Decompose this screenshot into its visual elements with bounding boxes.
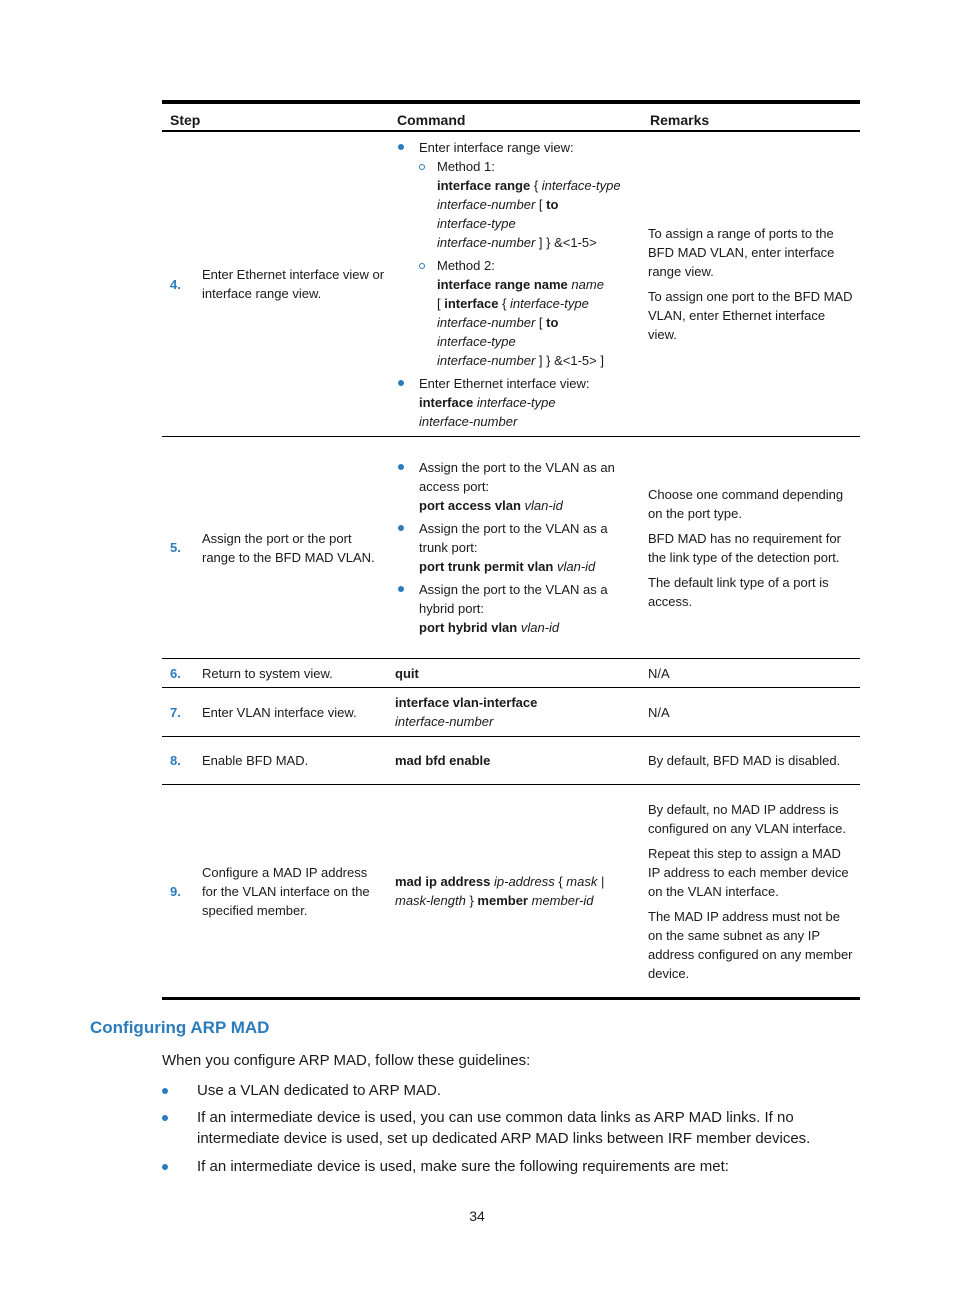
step-number: 9. (170, 883, 181, 899)
remarks-cell (642, 659, 860, 687)
step-cell (162, 437, 389, 658)
table-header (162, 104, 860, 132)
remark-text: Choose one command depending on the port type. (648, 486, 844, 521)
bullet-item: Assign the port to the VLAN as a trunk port: (395, 519, 638, 557)
command-cell (389, 688, 642, 736)
table-row-step-7 (162, 688, 860, 737)
command-syntax: quit (395, 665, 419, 681)
section-heading: Configuring ARP MAD (90, 1018, 270, 1037)
command-cell (389, 659, 642, 687)
header-remarks: Remarks (650, 112, 710, 128)
remark-text: N/A (648, 704, 670, 720)
bullet-item: Enter interface range view: (395, 138, 621, 157)
remark-text: By default, no MAD IP address is configured on any VLAN interface. (648, 801, 847, 836)
command-syntax: port access vlan vlan-id (419, 498, 563, 513)
command-cell (389, 737, 642, 784)
bullet-icon (162, 1088, 168, 1094)
remark-text: To assign one port to the BFD MAD VLAN, enter Ethernet interface view. (648, 289, 853, 342)
remark-text: Repeat this step to assign a MAD IP address to each member device on the VLAN interface. (648, 845, 849, 899)
remark-text: The MAD IP address must not be on the same subnet as any IP address configured on any member device. (648, 908, 853, 981)
step-description: Assign the port or the port range to the BFD MAD VLAN. (202, 530, 375, 565)
command-syntax: port trunk permit vlan vlan-id (419, 559, 596, 574)
list-item: Use a VLAN dedicated to ARP MAD. (162, 1080, 842, 1101)
header-step: Step (170, 112, 201, 128)
bullet-item: Enter Ethernet interface view: (395, 374, 621, 393)
command-syntax: port hybrid vlan vlan-id (419, 620, 560, 635)
step-cell (162, 737, 389, 784)
bullet-item: Assign the port to the VLAN as an access port: (395, 458, 638, 496)
step-number: 7. (170, 704, 181, 720)
section-intro: When you configure ARP MAD, follow these guidelines: (162, 1052, 531, 1069)
sub-bullet-item: Method 1: (395, 157, 621, 176)
step-cell (162, 785, 389, 997)
remark-text: The default link type of a port is access. (648, 574, 829, 609)
remark-text: N/A (648, 665, 670, 681)
step-description: Enter Ethernet interface view or interface range view. (202, 267, 385, 301)
step-cell (162, 659, 389, 687)
bullet-item: Assign the port to the VLAN as a hybrid port: (395, 580, 638, 618)
remark-text: To assign a range of ports to the BFD MAD VLAN, enter interface range view. (648, 226, 835, 279)
remark-text: By default, BFD MAD is disabled. (648, 753, 841, 768)
command-cell (389, 785, 642, 997)
list-item: If an intermediate device is used, make sure the following requirements are met: (162, 1156, 842, 1177)
step-description: Configure a MAD IP address for the VLAN interface on the specified member. (202, 864, 370, 918)
sub-bullet-item: Method 2: (395, 256, 621, 275)
command-syntax: interface range { interface-type interface-number [ to interface-type interface-number ] } &<1-5> (437, 177, 621, 250)
bullet-icon (162, 1164, 168, 1170)
step-number: 8. (170, 753, 181, 768)
command-table (162, 100, 860, 1000)
command-syntax: interface interface-type interface-number (419, 394, 556, 429)
step-number: 4. (170, 276, 181, 292)
command-cell (389, 437, 642, 658)
page-number: 34 (469, 1208, 485, 1224)
step-cell (162, 132, 389, 436)
step-number: 6. (170, 665, 181, 681)
step-description: Enable BFD MAD. (202, 753, 309, 768)
step-number: 5. (170, 540, 181, 555)
command-syntax: mad ip address ip-address { mask | mask-length } member member-id (395, 874, 605, 908)
table-row-step-4 (162, 132, 860, 437)
command-syntax: mad bfd enable (395, 753, 491, 768)
step-description: Return to system view. (202, 665, 333, 681)
table-row-step-6 (162, 659, 860, 688)
table-row-step-8 (162, 737, 860, 785)
table-row-step-5 (162, 437, 860, 659)
remarks-cell (642, 785, 860, 997)
remarks-cell (642, 437, 860, 658)
step-cell (162, 688, 389, 736)
command-syntax: interface range name name [ interface { interface-type interface-number [ to interface-type interface-number ] } &<1-5> ] (437, 276, 604, 368)
remarks-cell (642, 688, 860, 736)
remarks-cell (642, 132, 860, 436)
remarks-cell (642, 737, 860, 784)
step-description: Enter VLAN interface view. (202, 704, 357, 720)
list-item: If an intermediate device is used, you can use common data links as ARP MAD links. If no intermediate device is used, set up dedicated ARP MAD links between IRF member devices. (162, 1107, 842, 1149)
command-cell (389, 132, 642, 436)
command-syntax: interface vlan-interface interface-number (395, 695, 538, 729)
bullet-icon (162, 1115, 168, 1121)
remark-text: BFD MAD has no requirement for the link type of the detection port. (648, 530, 841, 565)
table-row-step-9 (162, 785, 860, 997)
header-command: Command (397, 112, 466, 128)
